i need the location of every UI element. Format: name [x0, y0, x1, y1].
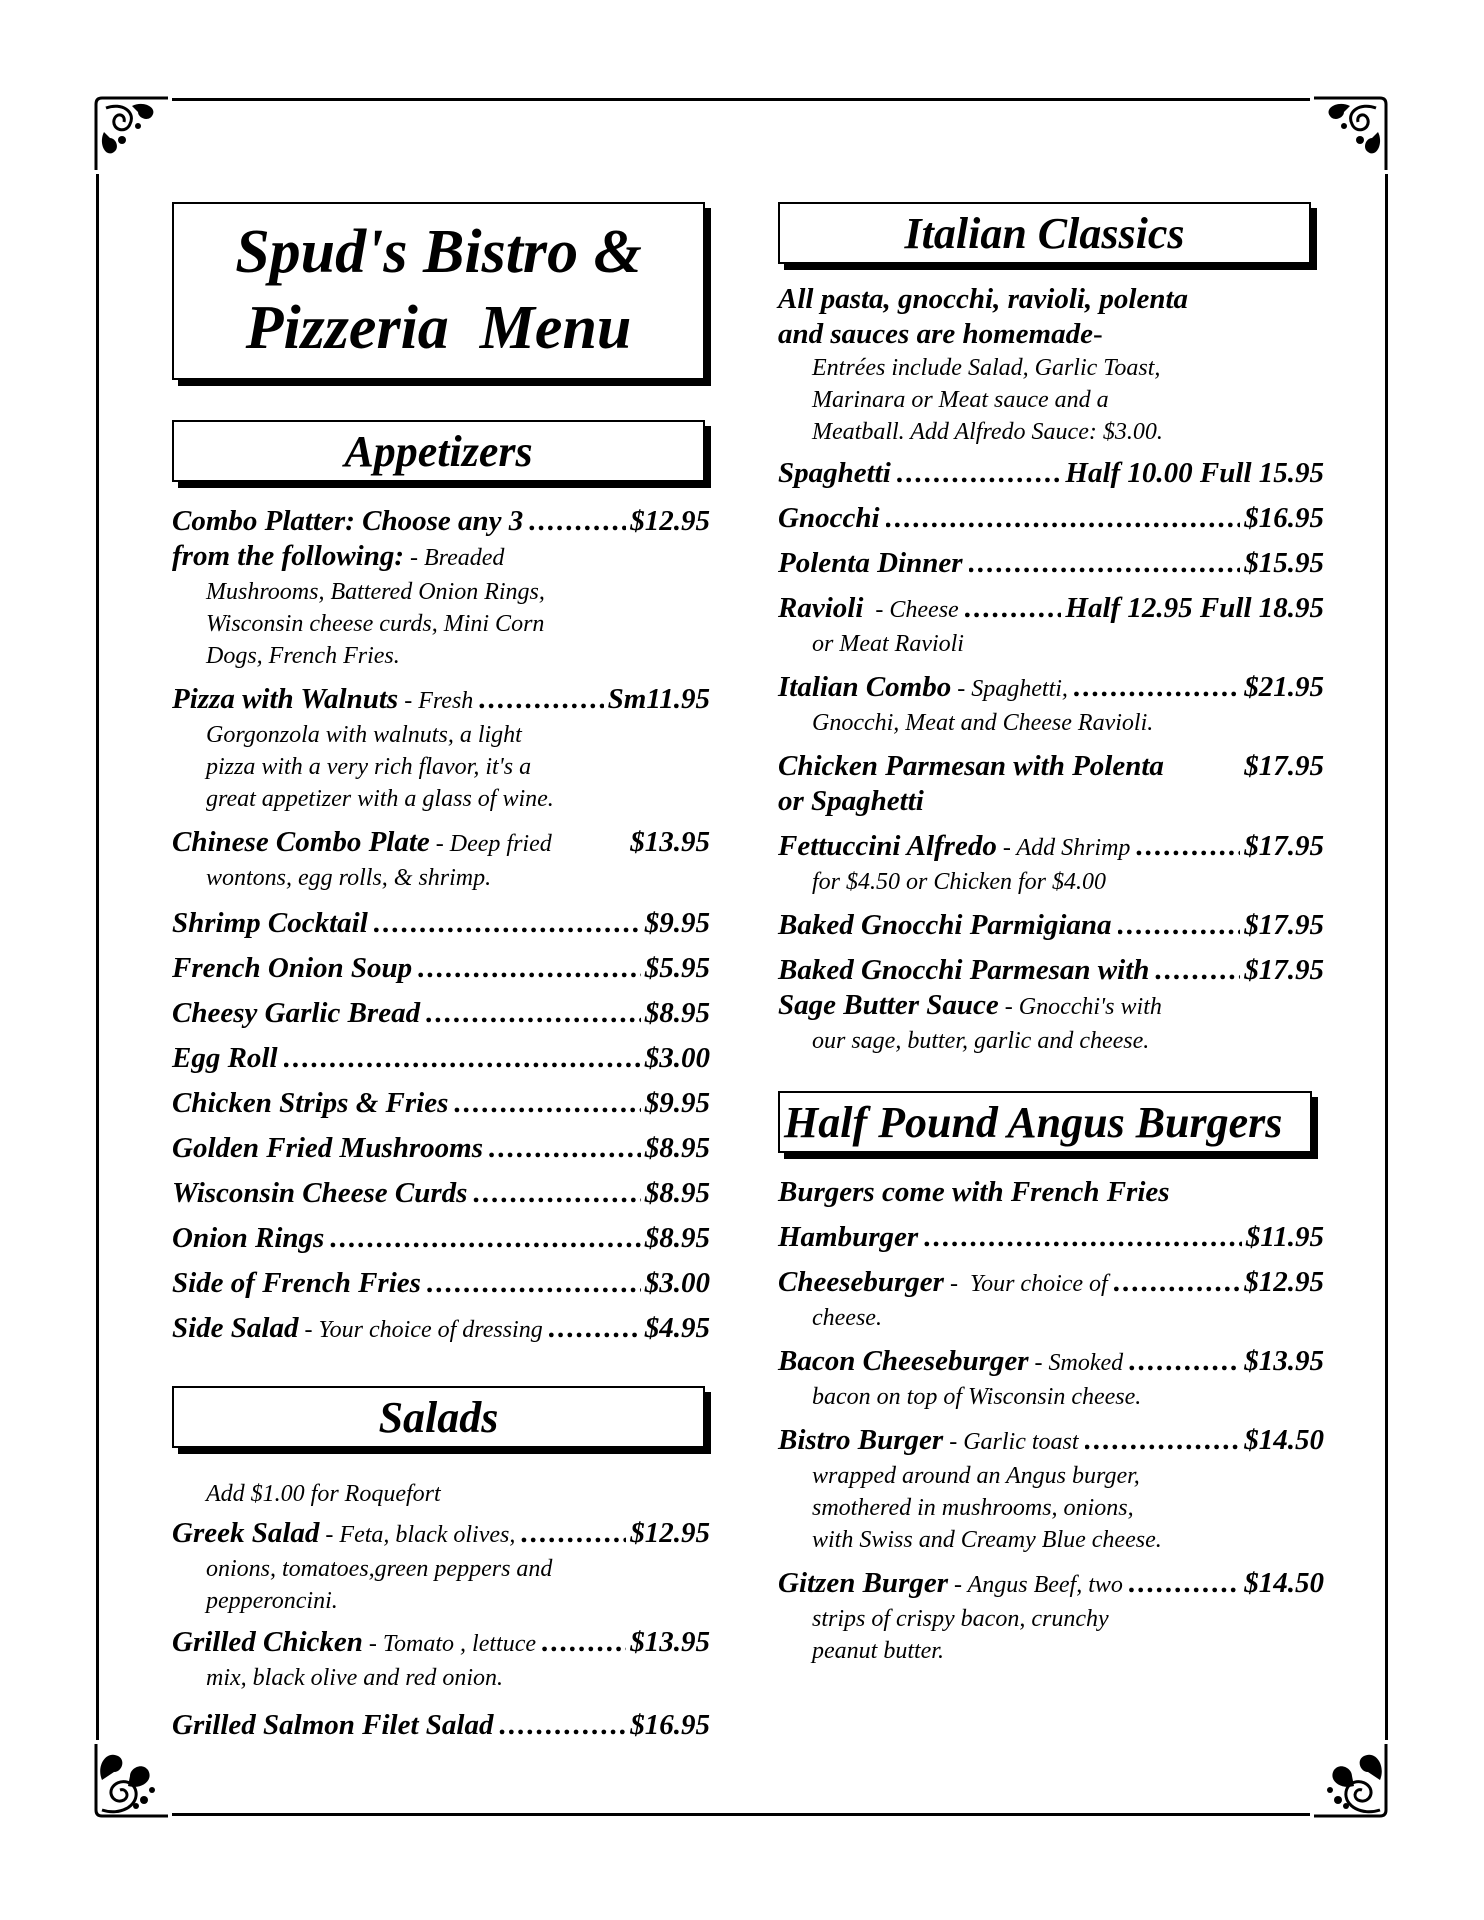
item-desc: for $4.50 or Chicken for $4.00 — [812, 869, 1106, 895]
item-name: Grilled Salmon Filet Salad — [172, 1709, 494, 1741]
menu-title-box — [172, 202, 705, 380]
item-desc: wrapped around an Angus burger, — [812, 1463, 1140, 1489]
item-price: $12.95 — [630, 505, 710, 537]
item-desc: smothered in mushrooms, onions, — [812, 1495, 1134, 1521]
item-price: $8.95 — [644, 1132, 710, 1164]
menu-item-chinese-combo — [172, 825, 710, 894]
menu-item — [172, 906, 710, 941]
menu-title-line1: Spud's Bistro & — [235, 218, 642, 286]
italian-classics-heading: Italian Classics — [778, 202, 1311, 264]
item-price: Half 12.95 Full 18.95 — [1065, 592, 1324, 624]
item-price: Half 10.00 Full 15.95 — [1065, 457, 1324, 489]
burgers-heading: Half Pound Angus Burgers — [778, 1091, 1312, 1153]
item-price: $14.50 — [1244, 1567, 1324, 1599]
item-price: $14.50 — [1244, 1424, 1324, 1456]
item-name: Pizza with Walnuts — [172, 683, 399, 715]
menu-item-polenta — [778, 546, 1324, 581]
item-name: Side of French Fries — [172, 1267, 421, 1299]
item-desc: Wisconsin cheese curds, Mini Corn — [206, 611, 545, 637]
item-price: $8.95 — [644, 1222, 710, 1254]
appetizer-simple-list — [172, 906, 710, 1348]
item-subtitle: - Your choice of — [943, 1271, 1108, 1297]
menu-item — [172, 1176, 710, 1211]
menu-item-combo-platter — [172, 504, 710, 672]
menu-item — [172, 996, 710, 1031]
item-name: Cheesy Garlic Bread — [172, 997, 421, 1029]
menu-item-baked-gnocchi-sage — [778, 953, 1324, 1057]
item-price: $16.95 — [630, 1709, 710, 1741]
menu-item — [172, 1041, 710, 1076]
item-price: $13.95 — [630, 826, 710, 858]
item-name: Baked Gnocchi Parmesan with — [778, 954, 1150, 986]
item-price: $12.95 — [1244, 1266, 1324, 1298]
item-desc: our sage, butter, garlic and cheese. — [812, 1028, 1150, 1054]
menu-item — [172, 951, 710, 986]
item-desc: mix, black olive and red onion. — [206, 1665, 504, 1691]
item-name: Baked Gnocchi Parmigiana — [778, 909, 1112, 941]
item-name: Chinese Combo Plate — [172, 826, 430, 858]
corner-ornament-icon — [92, 94, 172, 174]
item-subtitle: - Breaded — [404, 545, 505, 571]
menu-title-line2: Pizzeria Menu — [245, 294, 632, 362]
item-desc: great appetizer with a glass of wine. — [206, 786, 554, 812]
item-name: Side Salad — [172, 1312, 299, 1344]
item-name: Grilled Chicken — [172, 1626, 363, 1658]
item-name: Bistro Burger — [778, 1424, 944, 1456]
item-desc: Dogs, French Fries. — [206, 643, 400, 669]
item-price: $17.95 — [1244, 830, 1324, 862]
item-desc: Marinara or Meat sauce and a — [812, 387, 1109, 413]
corner-ornament-icon — [1310, 94, 1390, 174]
item-subtitle: - Garlic toast — [943, 1429, 1079, 1455]
item-name: French Onion Soup — [172, 952, 413, 984]
menu-item — [172, 1266, 710, 1301]
item-price: Sm11.95 — [607, 683, 710, 715]
item-subtitle: - Deep fried — [429, 831, 552, 857]
item-subtitle: - Spaghetti, — [951, 676, 1068, 702]
menu-item-spaghetti — [778, 456, 1324, 491]
menu-item-baked-gnocchi-parmigiana — [778, 908, 1324, 943]
item-price: $12.95 — [630, 1517, 710, 1549]
menu-item — [172, 1221, 710, 1256]
item-name: Hamburger — [778, 1221, 919, 1253]
item-price: $3.00 — [644, 1267, 710, 1299]
menu-item-bistro-burger — [778, 1423, 1324, 1556]
menu-item-ravioli — [778, 591, 1324, 660]
item-name: Fettuccini Alfredo — [778, 830, 997, 862]
menu-item-grilled-chicken — [172, 1625, 710, 1694]
item-name: Ravioli — [778, 592, 864, 624]
item-price: $5.95 — [644, 952, 710, 984]
menu-item-gitzen-burger — [778, 1566, 1324, 1667]
item-price: $16.95 — [1244, 502, 1324, 534]
item-name-cont: Sage Butter Sauce — [778, 989, 999, 1021]
menu-item — [172, 1131, 710, 1166]
item-desc: Entrées include Salad, Garlic Toast, — [812, 355, 1161, 381]
item-desc: Mushrooms, Battered Onion Rings, — [206, 579, 545, 605]
item-subtitle: - Add Shrimp — [996, 835, 1131, 861]
right-column — [778, 202, 1324, 1667]
item-name-cont: or Spaghetti — [778, 785, 924, 817]
item-desc: peanut butter. — [812, 1638, 944, 1664]
item-name: Greek Salad — [172, 1517, 320, 1549]
item-name: Bacon Cheeseburger — [778, 1345, 1029, 1377]
item-price: $17.95 — [1244, 909, 1324, 941]
menu-item-gnocchi — [778, 501, 1324, 536]
corner-ornament-icon — [1310, 1740, 1390, 1820]
item-name: Combo Platter: Choose any 3 — [172, 505, 524, 537]
item-desc: cheese. — [812, 1305, 882, 1331]
item-subtitle: - Gnocchi's with — [998, 994, 1162, 1020]
salads-note: Add $1.00 for Roquefort — [206, 1481, 441, 1507]
item-name-cont: from the following: — [172, 540, 405, 572]
item-price: $17.95 — [1244, 954, 1324, 986]
menu-item-pizza-walnuts — [172, 682, 710, 815]
corner-ornament-icon — [92, 1740, 172, 1820]
italian-intro — [778, 282, 1324, 448]
item-price: $4.95 — [644, 1312, 710, 1344]
menu-item-side-salad — [172, 1311, 710, 1348]
item-desc: Gnocchi, Meat and Cheese Ravioli. — [812, 710, 1154, 736]
item-name: Wisconsin Cheese Curds — [172, 1177, 468, 1209]
item-desc: or Meat Ravioli — [812, 631, 964, 657]
italian-intro-line1: All pasta, gnocchi, ravioli, polenta — [778, 283, 1189, 315]
item-desc: onions, tomatoes,green peppers and — [206, 1556, 553, 1582]
item-name: Chicken Strips & Fries — [172, 1087, 449, 1119]
item-price: $17.95 — [1244, 750, 1324, 782]
item-price: $3.00 — [644, 1042, 710, 1074]
item-name: Polenta Dinner — [778, 547, 963, 579]
menu-item-salmon-salad — [172, 1708, 710, 1743]
item-price: $15.95 — [1244, 547, 1324, 579]
item-subtitle: - Angus Beef, two — [948, 1572, 1123, 1598]
item-name: Shrimp Cocktail — [172, 907, 368, 939]
item-price: $8.95 — [644, 997, 710, 1029]
item-name: Chicken Parmesan with Polenta — [778, 750, 1164, 782]
item-price: $13.95 — [630, 1626, 710, 1658]
item-name: Gnocchi — [778, 502, 880, 534]
item-name: Cheeseburger — [778, 1266, 944, 1298]
item-name: Onion Rings — [172, 1222, 325, 1254]
italian-intro-dash: - — [1092, 318, 1103, 350]
item-subtitle: - Feta, black olives, — [319, 1522, 516, 1548]
item-desc: Meatball. Add Alfredo Sauce: $3.00. — [812, 419, 1163, 445]
item-name: Italian Combo — [778, 671, 952, 703]
menu-item-cheeseburger — [778, 1265, 1324, 1334]
item-desc: Gorgonzola with walnuts, a light — [206, 722, 522, 748]
item-desc: pizza with a very rich flavor, it's a — [206, 754, 532, 780]
item-desc: pepperoncini. — [206, 1588, 338, 1614]
item-price: $11.95 — [1245, 1221, 1324, 1253]
item-subtitle: - Smoked — [1028, 1350, 1124, 1376]
item-name: Egg Roll — [172, 1042, 278, 1074]
menu-item-chicken-parmesan — [778, 749, 1324, 819]
item-name: Gitzen Burger — [778, 1567, 949, 1599]
item-price: $9.95 — [644, 1087, 710, 1119]
item-desc: wontons, egg rolls, & shrimp. — [206, 865, 492, 891]
item-subtitle: - Tomato , lettuce — [362, 1631, 537, 1657]
item-subtitle: - Fresh — [398, 688, 474, 714]
item-desc: bacon on top of Wisconsin cheese. — [812, 1384, 1142, 1410]
menu-item-bacon-cheeseburger — [778, 1344, 1324, 1413]
burgers-note: Burgers come with French Fries — [778, 1176, 1170, 1208]
item-desc: with Swiss and Creamy Blue cheese. — [812, 1527, 1162, 1553]
left-column — [172, 202, 710, 1743]
item-price: $9.95 — [644, 907, 710, 939]
item-name: Spaghetti — [778, 457, 891, 489]
salads-heading: Salads — [172, 1386, 705, 1448]
item-price: $8.95 — [644, 1177, 710, 1209]
item-name: Golden Fried Mushrooms — [172, 1132, 484, 1164]
item-price: $21.95 — [1244, 671, 1324, 703]
item-subtitle: - Your choice of dressing — [298, 1317, 543, 1343]
item-subtitle: - Cheese — [863, 597, 959, 623]
menu-item-greek-salad — [172, 1516, 710, 1617]
appetizers-heading: Appetizers — [172, 420, 705, 482]
item-price: $13.95 — [1244, 1345, 1324, 1377]
menu-item-fettuccini — [778, 829, 1324, 898]
italian-intro-line2: and sauces are homemade — [778, 318, 1093, 350]
item-desc: strips of crispy bacon, crunchy — [812, 1606, 1109, 1632]
menu-item-italian-combo — [778, 670, 1324, 739]
menu-item — [172, 1086, 710, 1121]
menu-item-hamburger — [778, 1220, 1324, 1255]
